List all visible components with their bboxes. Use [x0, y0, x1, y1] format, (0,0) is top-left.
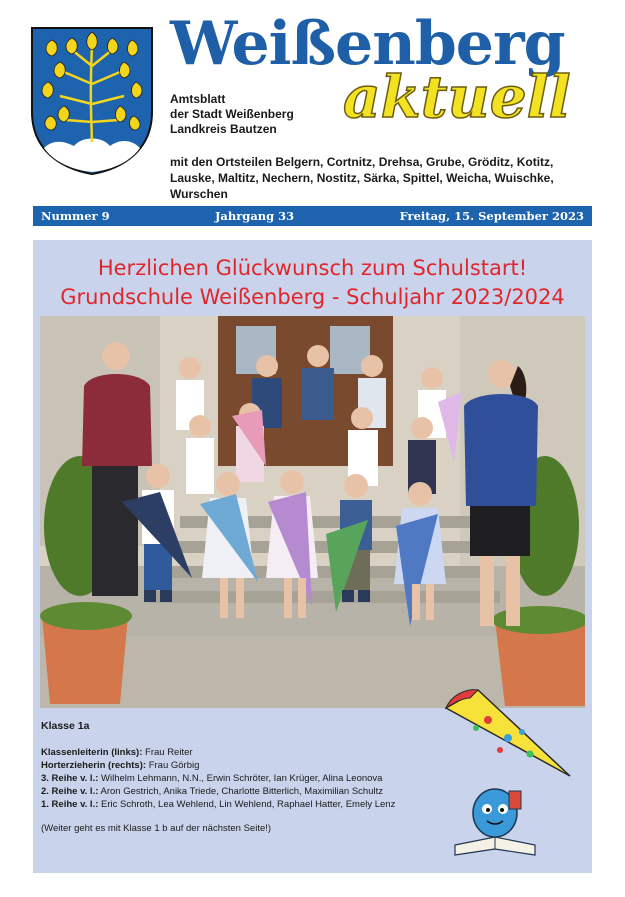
masthead-subtitle: aktuell [343, 63, 571, 131]
continuation-note: (Weiter geht es mit Klasse 1 b auf der nächsten Seite!) [41, 823, 272, 834]
caption-row [41, 759, 441, 772]
class-label: Klasse 1a [41, 720, 90, 732]
masthead-title: Weißenberg [170, 9, 565, 79]
caption-names: Wilhelm Lehmann, N.N., Erwin Schröter, Ian Krüger, Alina Leonova [101, 773, 383, 784]
school-child-icon [445, 785, 555, 860]
issue-number: Nummer 9 [41, 209, 110, 223]
caption-label: Klassenleiterin (links): [41, 747, 143, 758]
caption-label: 1. Reihe v. l.: [41, 799, 99, 810]
feature-panel [33, 240, 592, 873]
caption-names: Frau Görbig [148, 760, 200, 771]
publisher-line: der Stadt Weißenberg [170, 107, 294, 121]
coat-of-arms-icon [30, 26, 154, 176]
caption-row [41, 746, 441, 759]
issue-volume: Jahrgang 33 [214, 209, 295, 223]
publisher-line: Amtsblatt [170, 92, 226, 106]
feature-subheadline: Grundschule Weißenberg - Schuljahr 2023/2024 [60, 285, 565, 309]
caption-label: Horterzieherin (rechts): [41, 760, 147, 771]
caption-row [41, 798, 441, 811]
publisher-line: Landkreis Bautzen [170, 122, 277, 136]
school-cone-icon [438, 688, 578, 788]
class-photo [40, 316, 585, 708]
caption-row [41, 785, 441, 798]
caption-label: 2. Reihe v. l.: [41, 786, 99, 797]
caption-names: Eric Schroth, Lea Wehlend, Lin Wehlend, Raphael Hatter, Emely Lenz [101, 799, 396, 810]
caption-row [41, 772, 441, 785]
issue-date: Freitag, 15. September 2023 [399, 209, 584, 223]
issue-bar [33, 206, 592, 226]
publisher-block [170, 92, 294, 137]
districts-line: mit den Ortsteilen Belgern, Cortnitz, Drehsa, Grube, Gröditz, Kotitz, Lauske, Maltitz, Nechern, Nostitz, Särka, Spittel, Weicha, Wuischke, Wurschen [170, 155, 554, 201]
caption-names: Aron Gestrich, Anika Triede, Charlotte Bitterlich, Maximilian Schultz [100, 786, 383, 797]
photo-caption [41, 720, 441, 835]
caption-names: Frau Reiter [145, 747, 193, 758]
feature-headline: Herzlichen Glückwunsch zum Schulstart! [97, 256, 528, 280]
caption-label: 3. Reihe v. l.: [41, 773, 99, 784]
